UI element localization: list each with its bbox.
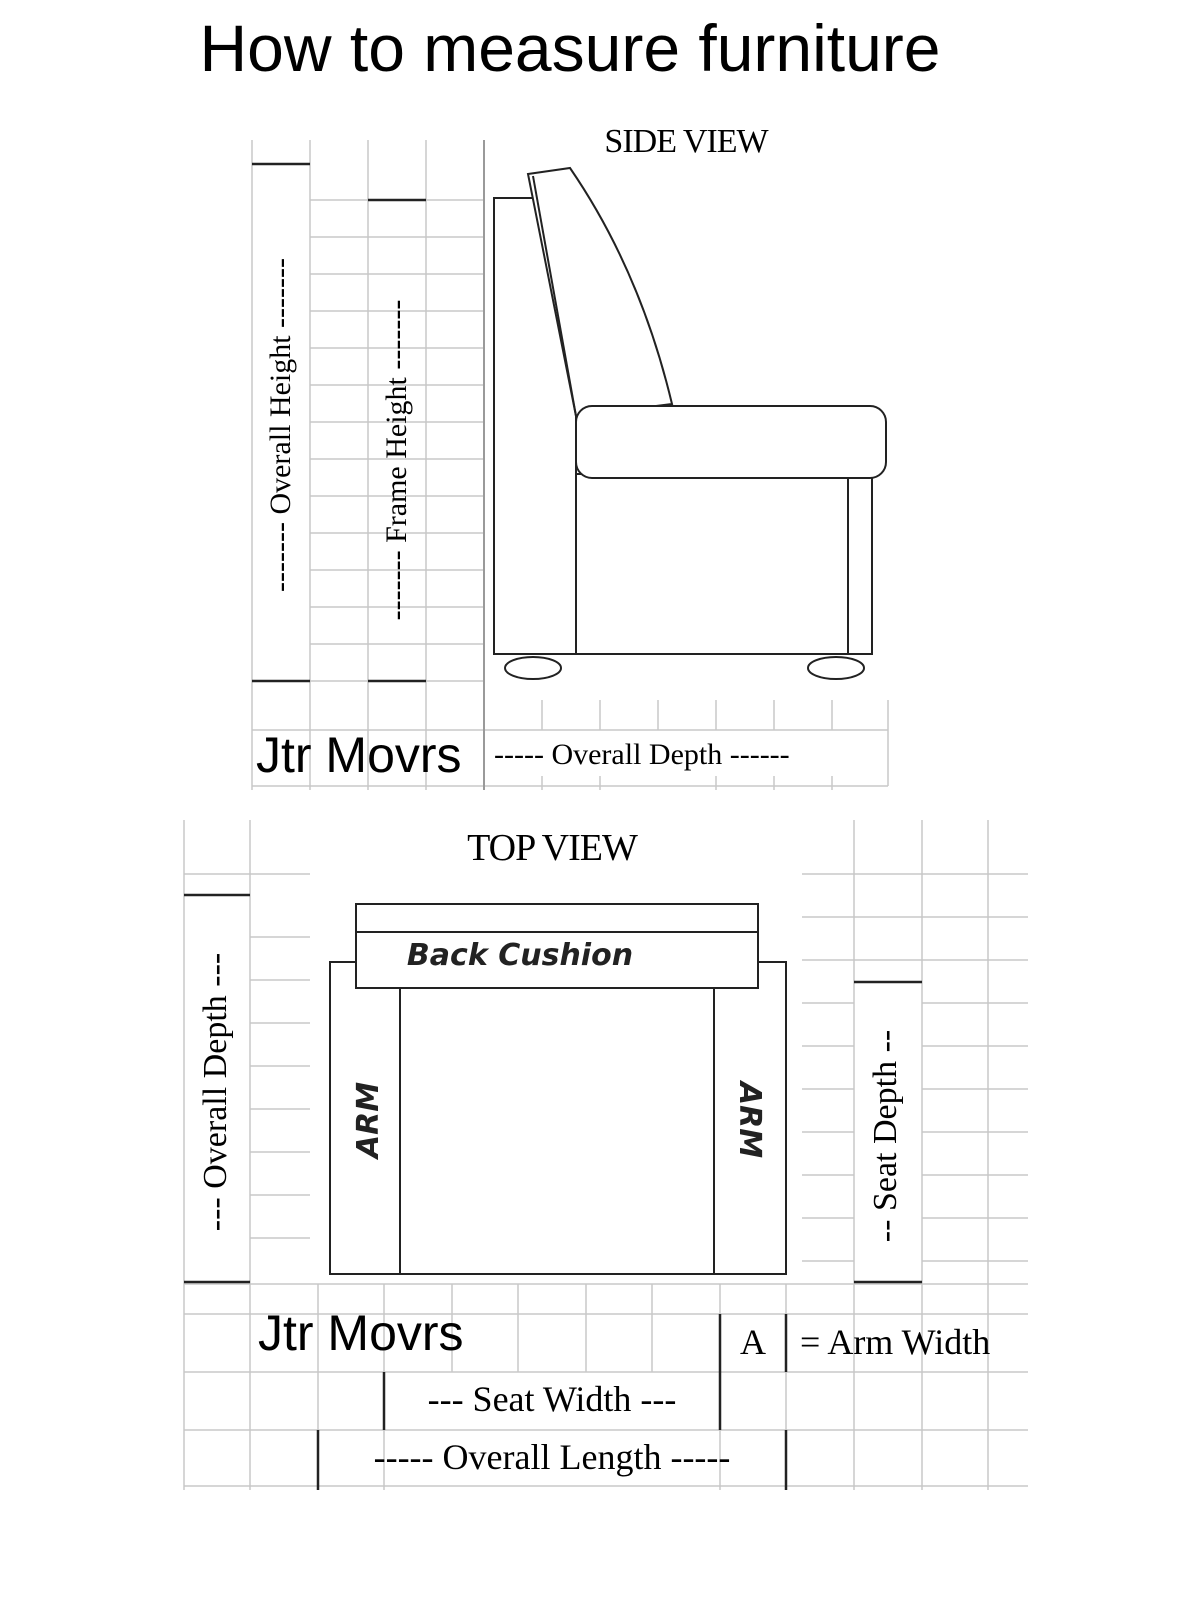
arm-right-label: ARM [732,1081,767,1159]
side-view-panel [252,123,888,790]
seat-width-label: --- Seat Width --- [427,1379,677,1419]
top-view-watermark: Jtr Movrs [258,1305,464,1361]
back-cushion-label: Back Cushion [406,938,634,973]
page-title: How to measure furniture [199,11,941,85]
frame-height-label: ------- Frame Height ------- [380,299,413,621]
legend-key: A [740,1322,766,1362]
overall-length-label: ----- Overall Length ----- [373,1437,731,1477]
overall-height-label: ------- Overall Height ------- [264,258,297,592]
top-view-heading: TOP VIEW [467,827,637,869]
side-view-watermark: Jtr Movrs [256,727,462,783]
chair-side-drawing [494,168,886,679]
legend-value: = Arm Width [800,1322,991,1362]
seat-depth-label: -- Seat Depth -- [867,1029,904,1243]
arm-left-label: ARM [351,1081,386,1159]
side-overall-depth-label: ----- Overall Depth ------ [494,738,790,771]
top-view-panel [184,820,1028,1490]
side-view-heading: SIDE VIEW [604,123,768,160]
top-overall-depth-label: --- Overall Depth --- [197,952,234,1232]
